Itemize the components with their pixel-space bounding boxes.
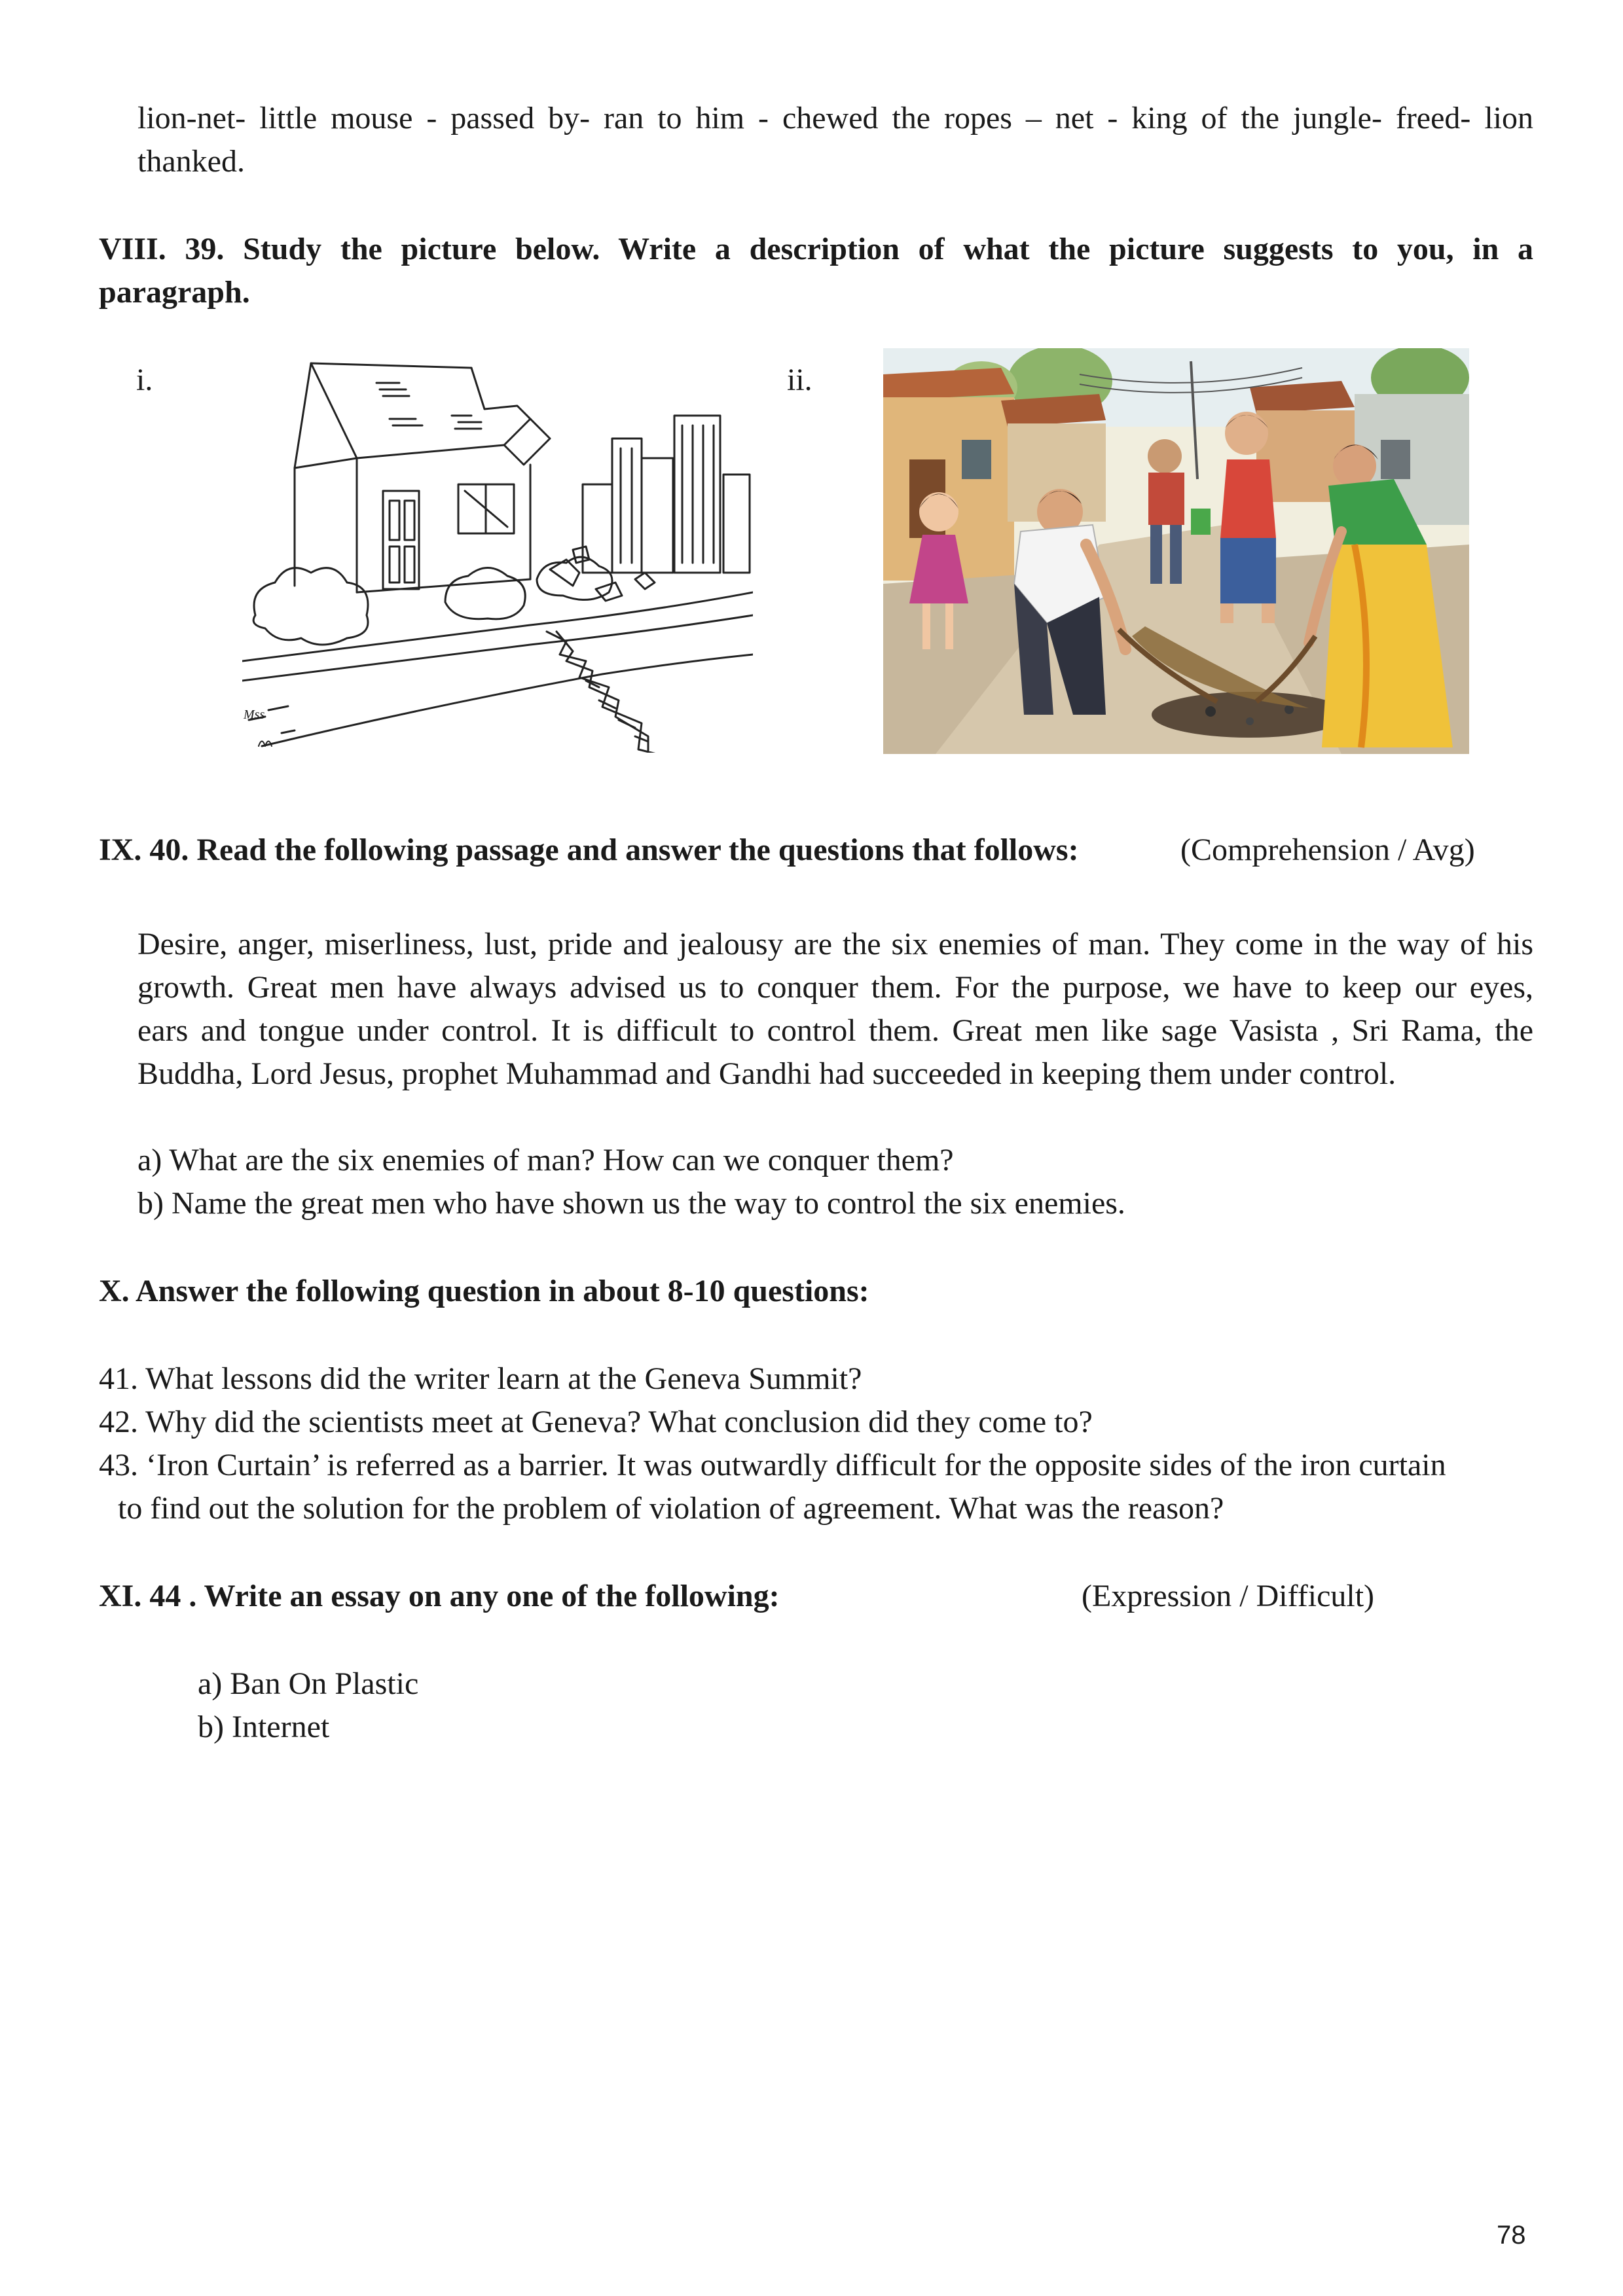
page-number: 78 [1497,2221,1526,2250]
section-9-heading: IX. 40. Read the following passage and answer the questions that follows: [99,833,1079,867]
essay-option-b: b) Internet [198,1710,330,1744]
hint-line-2: thanked. [137,144,245,179]
question-b: b) Name the great men who have shown us the way to control the six enemies. [137,1186,1125,1221]
passage-line-2: growth. Great men have always advised us to conquer them. For the purpose, we have to keep our eyes, [137,970,1533,1005]
passage-line-3: ears and tongue under control. It is difficult to control them. Great men like sage Vasista , Sri Rama, the [137,1013,1533,1048]
picture-label-i: i. [136,363,153,397]
question-42: 42. Why did the scientists meet at Geneva? What conclusion did they come to? [99,1405,1093,1439]
essay-option-a: a) Ban On Plastic [198,1666,419,1701]
earthquake-house-sketch [242,353,753,753]
question-43: 43. ‘Iron Curtain’ is referred as a barrier. It was outwardly difficult for the opposite sides of the iron curtain [99,1448,1446,1482]
section-8-heading-cont: paragraph. [99,275,250,310]
question-a: a) What are the six enemies of man? How can we conquer them? [137,1143,954,1177]
section-9-tag: (Comprehension / Avg) [1180,833,1475,867]
sketch-signature: Mss [244,708,265,722]
question-43-cont: to find out the solution for the problem of violation of agreement. What was the reason? [118,1491,1224,1526]
section-10-heading: X. Answer the following question in about 8-10 questions: [99,1274,869,1308]
section-8-heading: VIII. 39. Study the picture below. Write a description of what the picture suggests to you, in a [99,232,1533,266]
picture-label-ii: ii. [787,363,812,397]
hint-line-1: lion-net- little mouse - passed by- ran to him - chewed the ropes – net - king of the jungle- freed- lion [137,101,1533,135]
question-41: 41. What lessons did the writer learn at the Geneva Summit? [99,1361,862,1396]
section-11-tag: (Expression / Difficult) [1082,1579,1375,1613]
passage-line-4: Buddha, Lord Jesus, prophet Muhammad and Gandhi had succeeded in keeping them under control. [137,1056,1396,1091]
passage-line-1: Desire, anger, miserliness, lust, pride and jealousy are the six enemies of man. They come in the way of his [137,927,1533,961]
community-cleaning-illustration [883,348,1469,754]
section-11-heading: XI. 44 . Write an essay on any one of the following: [99,1579,780,1613]
